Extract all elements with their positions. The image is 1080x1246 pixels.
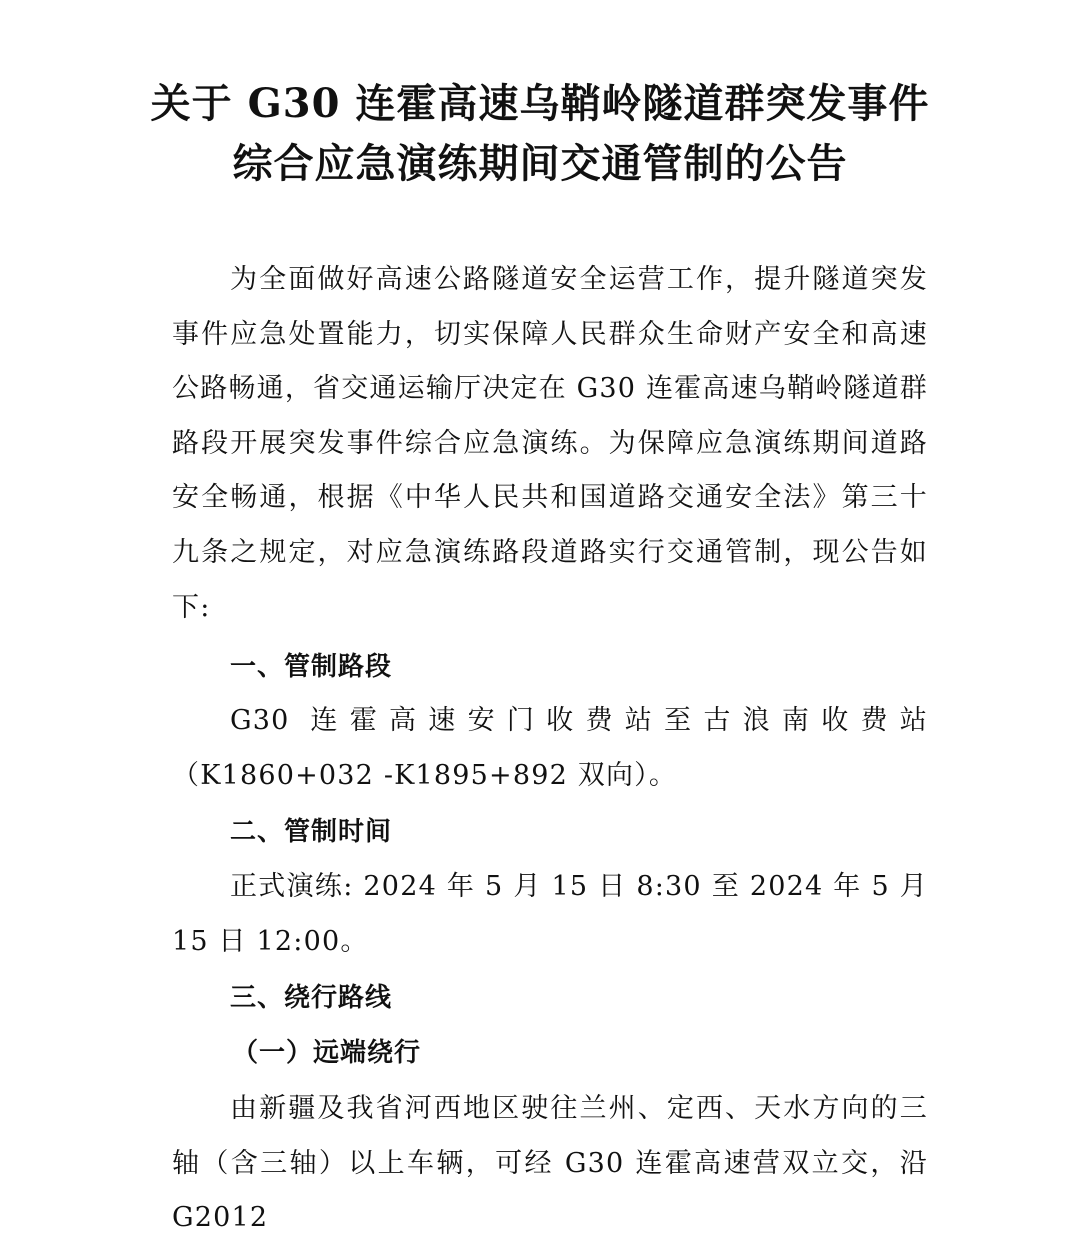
notice-title-line-2: 综合应急演练期间交通管制的公告: [232, 140, 848, 187]
intro-paragraph: 为全面做好高速公路隧道安全运营工作，提升隧道突发事件应急处置能力，切实保障人民群众生命财产安全和高速公路畅通，省交通运输厅决定在 G30 连霍高速乌鞘岭隧道群路段开展突发事件综合应急演练。为保障应急演练期间道路安全畅通，根据《中华人民共和国道路交通安全法》第三十九条之规定，对应急演练路段道路实行交通管制，现公告如下:: [172, 264, 928, 623]
section-heading-detour-route: 三、绕行路线: [230, 983, 393, 1013]
section-heading-control-road: 一、管制路段: [230, 652, 393, 682]
notice-title-line-1: 关于 G30 连霍高速乌鞘岭隧道群突发事件: [150, 80, 930, 127]
section-heading-control-time: 二、管制时间: [230, 817, 393, 847]
remote-detour-paragraph: 由新疆及我省河西地区驶往兰州、定西、天水方向的三轴（含三轴）以上车辆，可经 G30 连霍高速营双立交，沿 G2012: [172, 1093, 928, 1234]
control-road-paragraph: G30 连霍高速安门收费站至古浪南收费站（K1860+032 -K1895+892 双向）。: [172, 705, 928, 791]
subsection-heading-remote-detour: （一）远端绕行: [232, 1038, 422, 1068]
control-time-paragraph: 正式演练: 2024 年 5 月 15 日 8:30 至 2024 年 5 月 15 日 12:00。: [172, 871, 928, 957]
